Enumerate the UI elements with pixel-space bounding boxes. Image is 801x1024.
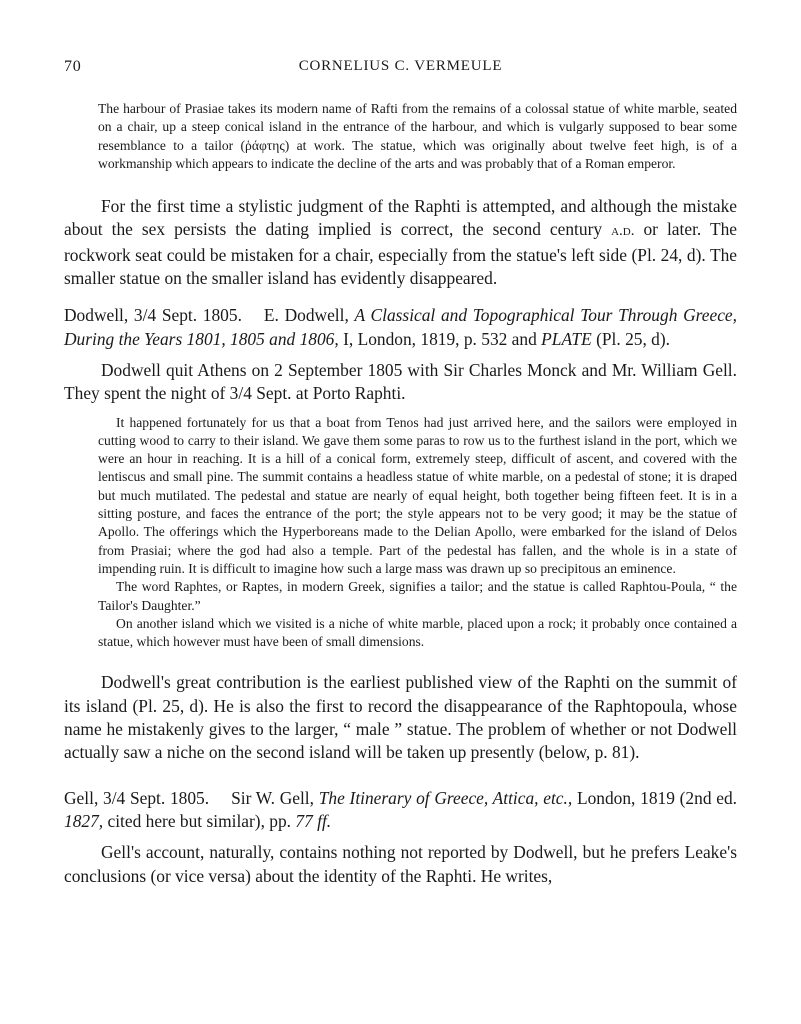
body-paragraph-gell-account: Gell's account, naturally, contains nothing not reported by Dodwell, but he prefers Leake's conclusions (or vice versa) about the identity of the Raphti. He writes, [64, 842, 737, 886]
block-quote-paragraph: It happened fortunately for us that a boat from Tenos had just arrived here, and the sailors were employed in cutting wood to carry to their island. We gave them some paras to row us to the furthest island in the port, which we were an hour in reaching. It is a hill of a conical form, extremely steep, difficult of ascent, and covered with the lentiscus and small pine. The summit contains a headless statue of white marble, on a pedestal of stone; it is draped but much mutilated. The pedestal and statue are nearly of equal height, both together being fifteen feet. It is in a sitting posture, and faces the entrance of the port; the style appears not to be very good; it may be the statue of Apollo. The offerings which the Hyperboreans made to the Delian Apollo, were embarked for the island of Delos from Prasiai; where the god had also a temple. Part of the pedestal has fallen, and the whole is in a state of impending ruin. It is difficult to imagine how such a large mass was drawn up so precipitous an eminence. [98, 414, 737, 576]
entry-publication: London, 1819 (2nd ed. [576, 787, 737, 808]
entry-heading-dodwell [64, 304, 737, 351]
entry-pages: 77 ff. [295, 810, 332, 831]
block-quote-dodwell [98, 414, 737, 652]
entry-edition-year: 1827, [64, 810, 104, 831]
block-quote-paragraph: The word Raphtes, or Raptes, in modern Greek, signifies a tailor; and the statue is called Raphtou-Poula, “ the Tailor's Daughter.” [98, 579, 737, 613]
block-quote-paragraph: The harbour of Prasiae takes its modern name of Rafti from the remains of a colossal statue of white marble, seated on a chair, up a steep conical island in the entrance of the harbour, and which is vulgarly supposed to bear some resemblance to a tailor (ῥάφτης) at work. The statue, which was originally about twelve feet high, is of a workmanship which appears to indicate the decline of the arts and was probably that of a Roman emperor. [98, 101, 737, 171]
era-abbreviation: a.d. [611, 223, 635, 240]
entry-author: E. Dodwell, [263, 305, 349, 326]
running-head [64, 54, 737, 80]
entry-heading-gell [64, 787, 737, 834]
body-paragraph-dodwell-journey: Dodwell quit Athens on 2 September 1805 with Sir Charles Monck and Mr. William Gell. They spent the night of 3/4 Sept. at Porto Raphti. [64, 359, 737, 404]
entry-author: Sir W. Gell, [231, 787, 314, 808]
entry-label: Gell, 3/4 Sept. 1805. [64, 787, 210, 808]
entry-title: The Itinerary of Greece, Attica, etc., [318, 787, 573, 808]
block-quote-leake [98, 100, 737, 173]
entry-publication: I, London, 1819, p. 532 and [343, 328, 537, 349]
entry-label: Dodwell, 3/4 Sept. 1805. [64, 305, 242, 326]
block-quote-paragraph: On another island which we visited is a niche of white marble, placed upon a rock; it probably once contained a statue, which however must have been of small dimensions. [98, 615, 737, 650]
paragraph-text: or later. The rockwork seat could be mistaken for a chair, especially from the statue's left side (Pl. 24, d). The smaller statue on the smaller island has evidently disappeared. [64, 219, 737, 289]
body-paragraph-stylistic-judgment [64, 195, 737, 290]
entry-plate: PLATE [541, 328, 592, 349]
entry-publication: cited here but similar), pp. [107, 810, 292, 831]
entry-title: A Classical and Topographical Tour Through Greece, During the Years 1801, 1805 and 1806, [64, 305, 737, 349]
running-title: CORNELIUS C. VERMEULE [298, 58, 503, 74]
paragraph-text: For the first time a stylistic judgment of the Raphti is attempted, and although the mistake about the sex persists the dating implied is correct, the second century [64, 196, 737, 240]
entry-plate-reference: (Pl. 25, d). [596, 328, 671, 349]
page-number: 70 [64, 58, 82, 75]
body-paragraph-dodwell-contribution: Dodwell's great contribution is the earliest published view of the Raphti on the summit of its island (Pl. 25, d). He is also the first to record the disappearance of the Raphtopoula, whose name he mistakenly gives to the larger, “ male ” statue. The problem of whether or not Dodwell actually saw a niche on the second island will be taken up presently (below, p. 81). [64, 672, 737, 763]
